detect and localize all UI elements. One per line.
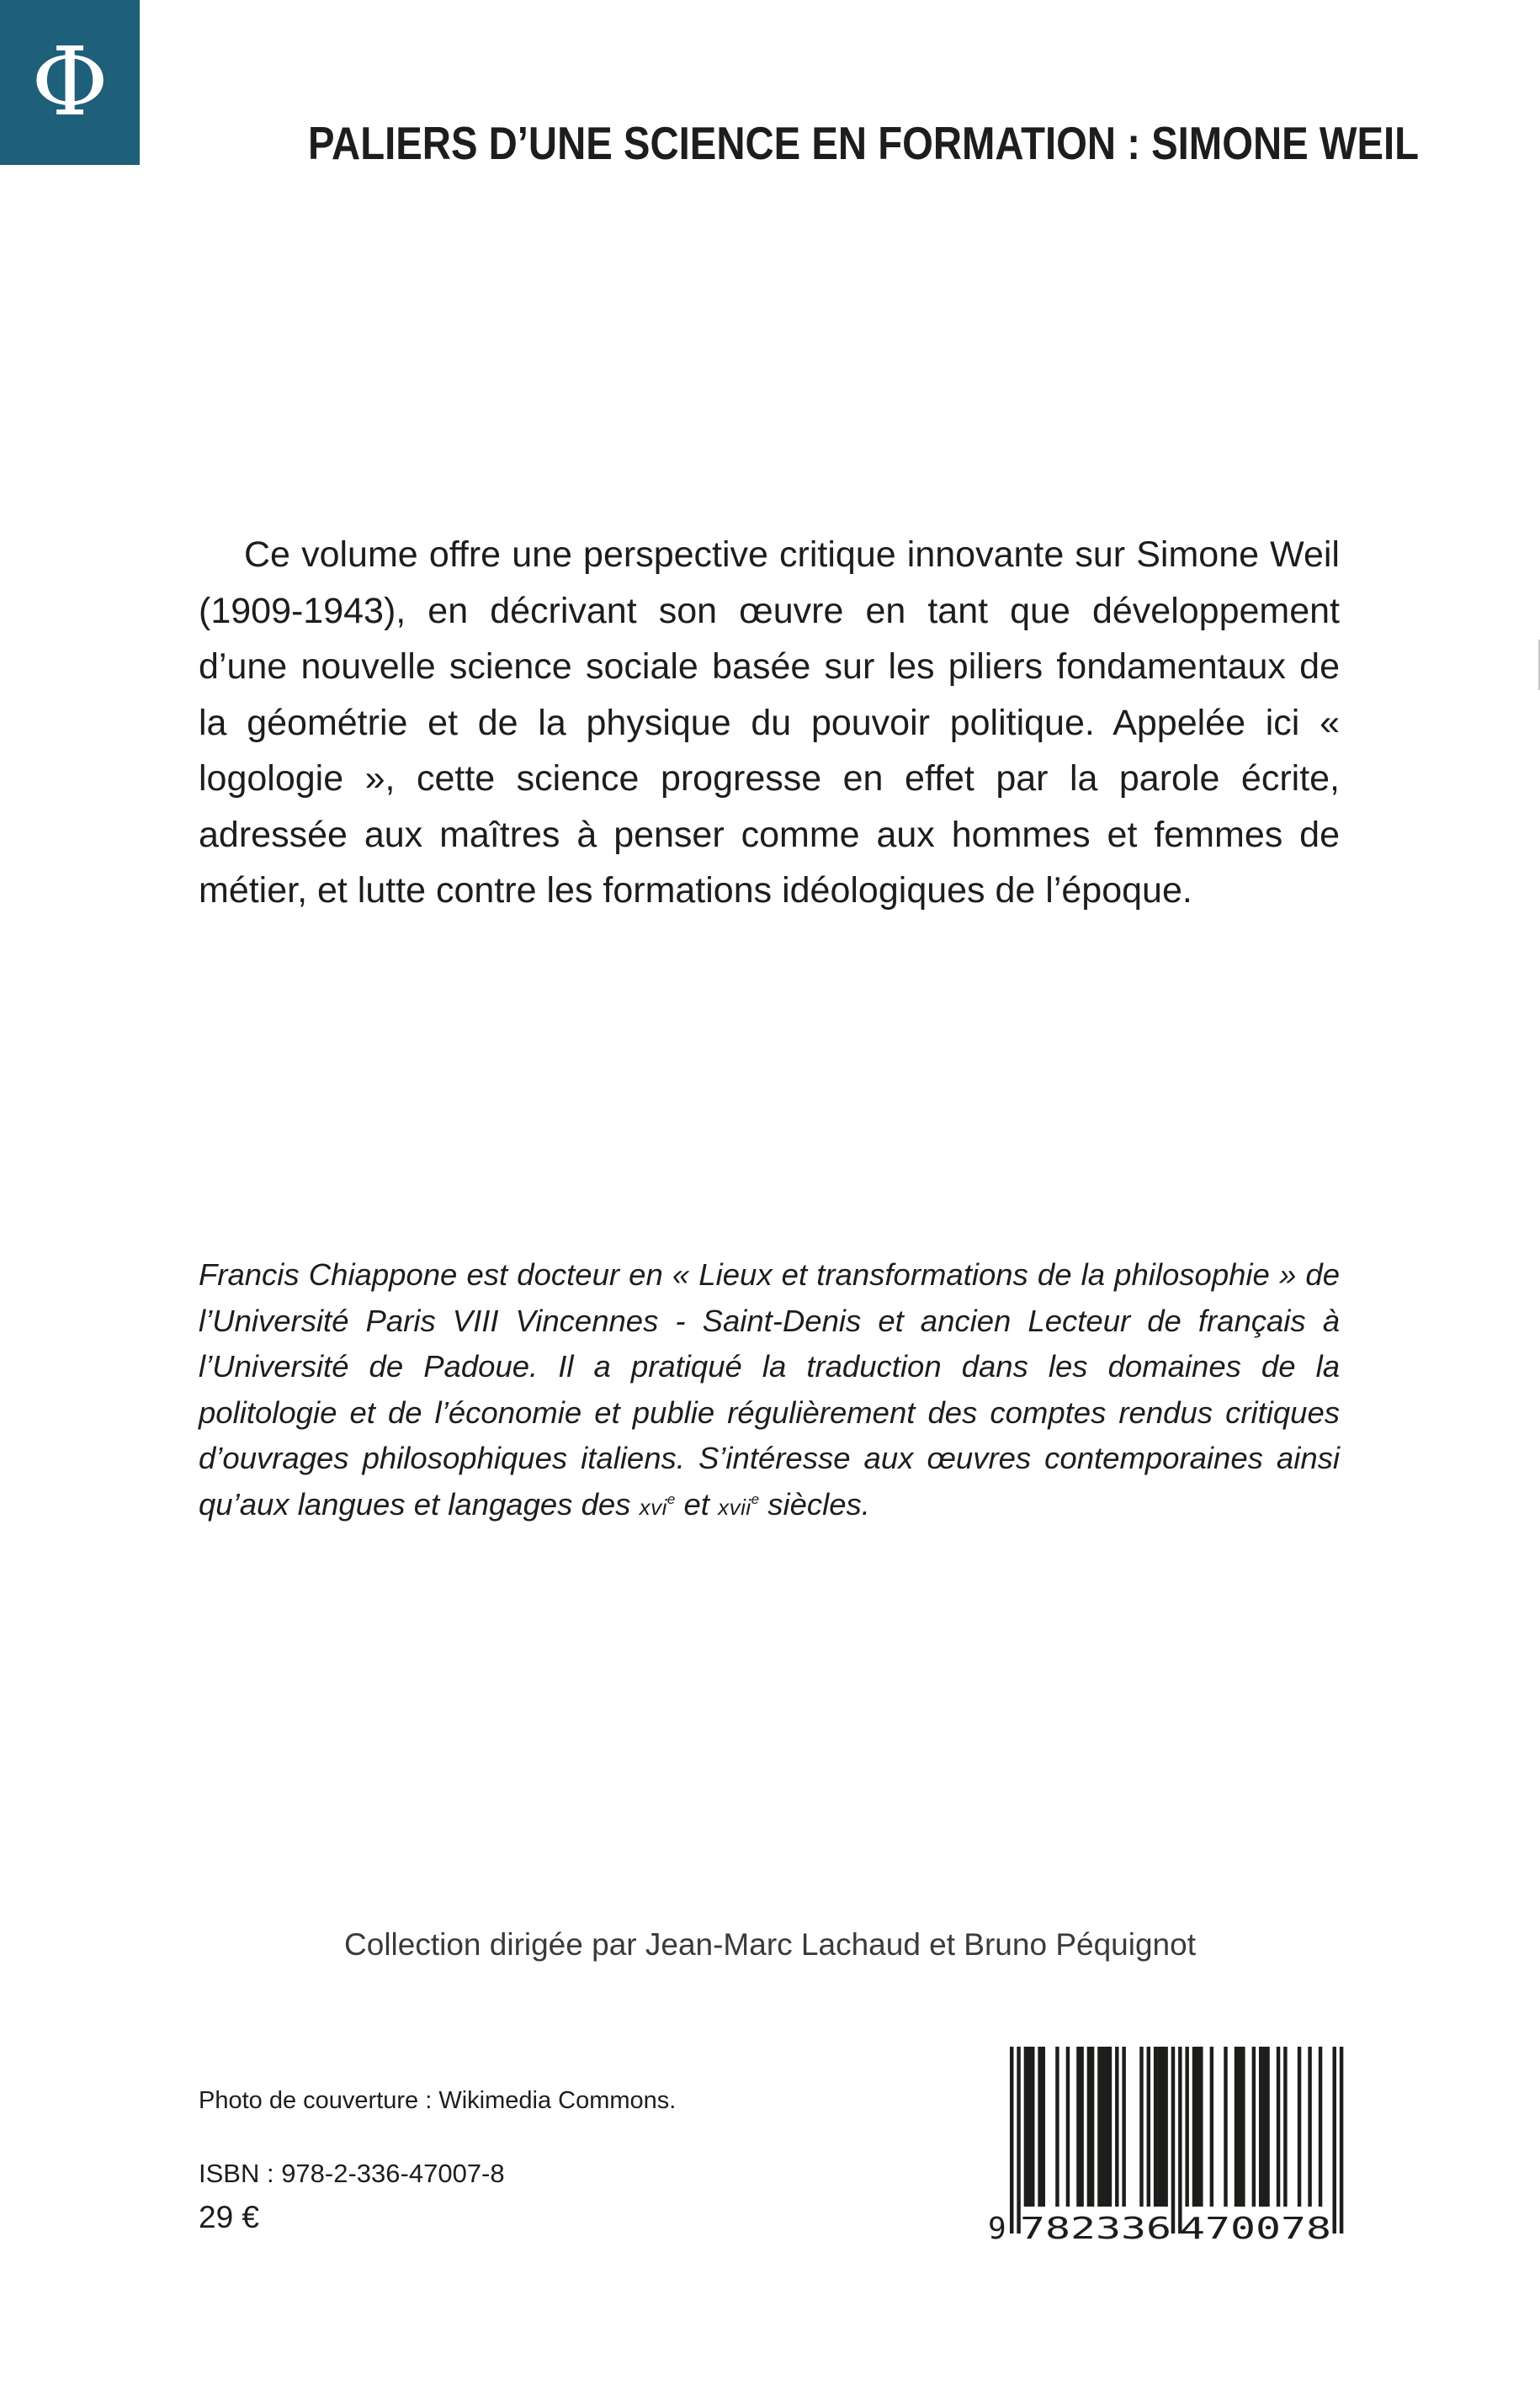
barcode-bar xyxy=(1097,2047,1101,2207)
barcode-bar xyxy=(1055,2047,1059,2207)
barcode-bar xyxy=(1319,2047,1322,2207)
barcode-bar xyxy=(1259,2047,1262,2207)
barcode-bar xyxy=(1066,2047,1070,2207)
barcode-bar xyxy=(1224,2047,1227,2207)
book-title: PALIERS D’UNE SCIENCE EN FORMATION : SIMONE WEIL xyxy=(308,117,1420,169)
barcode-bar xyxy=(1238,2047,1241,2207)
barcode-bar xyxy=(1262,2047,1266,2207)
author-name: Francis Chiappone xyxy=(199,1257,458,1292)
barcode-bars xyxy=(1010,2047,1343,2234)
barcode-bar xyxy=(1178,2047,1182,2234)
back-cover-blurb: Ce volume offre une perspective critique innovante sur Simone Weil (1909-1943), en décrivant son œuvre en tant que développement d’une nouvelle science sociale basée sur les piliers fondamentaux de la géométrie et de la physique du pouvoir politique. Appelée ici « logologie », cette science progresse en effet par la parole écrite, adressée aux maîtres à penser comme aux hommes et femmes de métier, et lutte contre les formations idéologiques de l’époque. xyxy=(199,534,1340,911)
publisher-logo xyxy=(0,0,140,165)
isbn-barcode xyxy=(986,2047,1345,2245)
phi-logo-icon: Φ xyxy=(31,28,109,137)
barcode-bar xyxy=(1283,2047,1287,2207)
barcode-bar xyxy=(1277,2047,1280,2207)
barcode-group-right: 470078 xyxy=(1180,2212,1331,2245)
barcode-group-left: 782336 xyxy=(1020,2212,1171,2245)
barcode-bar xyxy=(1241,2047,1245,2207)
barcode-bar xyxy=(1308,2047,1311,2207)
barcode-bar xyxy=(1199,2047,1203,2207)
barcode-bar xyxy=(1235,2047,1238,2207)
barcode-bar xyxy=(1024,2047,1028,2207)
century-suffix: e xyxy=(666,1490,676,1507)
barcode-bar xyxy=(1076,2047,1080,2207)
barcode-bar xyxy=(1171,2047,1175,2234)
century-suffix: e xyxy=(751,1490,760,1507)
century-seventeenth: xvii xyxy=(718,1494,751,1520)
barcode-bar xyxy=(1017,2047,1020,2234)
barcode-bar xyxy=(1298,2047,1301,2207)
barcode-bar xyxy=(1080,2047,1083,2207)
barcode-bar xyxy=(1210,2047,1213,2207)
barcode-bar xyxy=(1105,2047,1108,2207)
barcode-bar xyxy=(1332,2047,1336,2234)
barcode-bar xyxy=(1160,2047,1164,2207)
barcode-bar xyxy=(1164,2047,1167,2207)
barcode-bar xyxy=(1010,2047,1013,2234)
barcode-bar xyxy=(1147,2047,1150,2207)
barcode-bar xyxy=(1028,2047,1031,2207)
barcode-bar xyxy=(1038,2047,1041,2207)
barcode-bar xyxy=(1157,2047,1160,2207)
barcode-bar xyxy=(1252,2047,1256,2207)
barcode-bar xyxy=(1115,2047,1118,2207)
barcode-bar xyxy=(1031,2047,1034,2207)
barcode-bar xyxy=(1266,2047,1269,2207)
barcode-bar xyxy=(1091,2047,1094,2207)
barcode-bar xyxy=(1154,2047,1157,2207)
author-bio xyxy=(199,1252,1340,1530)
barcode-bar xyxy=(1185,2047,1188,2207)
barcode-bar xyxy=(1101,2047,1104,2207)
barcode-bar xyxy=(1108,2047,1112,2207)
barcode-bar xyxy=(1122,2047,1125,2207)
barcode-bar xyxy=(1042,2047,1045,2207)
collection-editors: Collection dirigée par Jean-Marc Lachaud et Bruno Péquignot xyxy=(344,1927,1196,1962)
bio-conjunction: et xyxy=(675,1486,719,1522)
barcode-bar xyxy=(1340,2047,1343,2234)
price: 29 € xyxy=(199,2200,260,2234)
barcode-bar xyxy=(1087,2047,1091,2207)
cover-photo-credit: Photo de couverture : Wikimedia Commons. xyxy=(199,2087,677,2114)
barcode-bar xyxy=(1139,2047,1143,2207)
author-bio-text: est docteur en « Lieux et transformations de la philosophie » de l’Université Paris VIII Vincennes - Saint-Denis et ancien Lecteur de français à l’Université de Padoue. Il a pratiqué la traduction dans les domaines de la politologie et de l’économie et publie régulièrement des comptes rendus critiques d’ouvrages philosophiques italiens. S’intéresse aux œuvres contemporaines ainsi qu’aux langues et langages des xyxy=(199,1257,1340,1522)
barcode-bar xyxy=(1192,2047,1196,2207)
century-sixteenth: xvi xyxy=(639,1494,667,1520)
bio-ending: siècles. xyxy=(759,1486,870,1522)
isbn-number: ISBN : 978-2-336-47007-8 xyxy=(199,2159,505,2188)
barcode-lead-digit: 9 xyxy=(988,2212,1006,2245)
barcode-bar xyxy=(1196,2047,1199,2207)
